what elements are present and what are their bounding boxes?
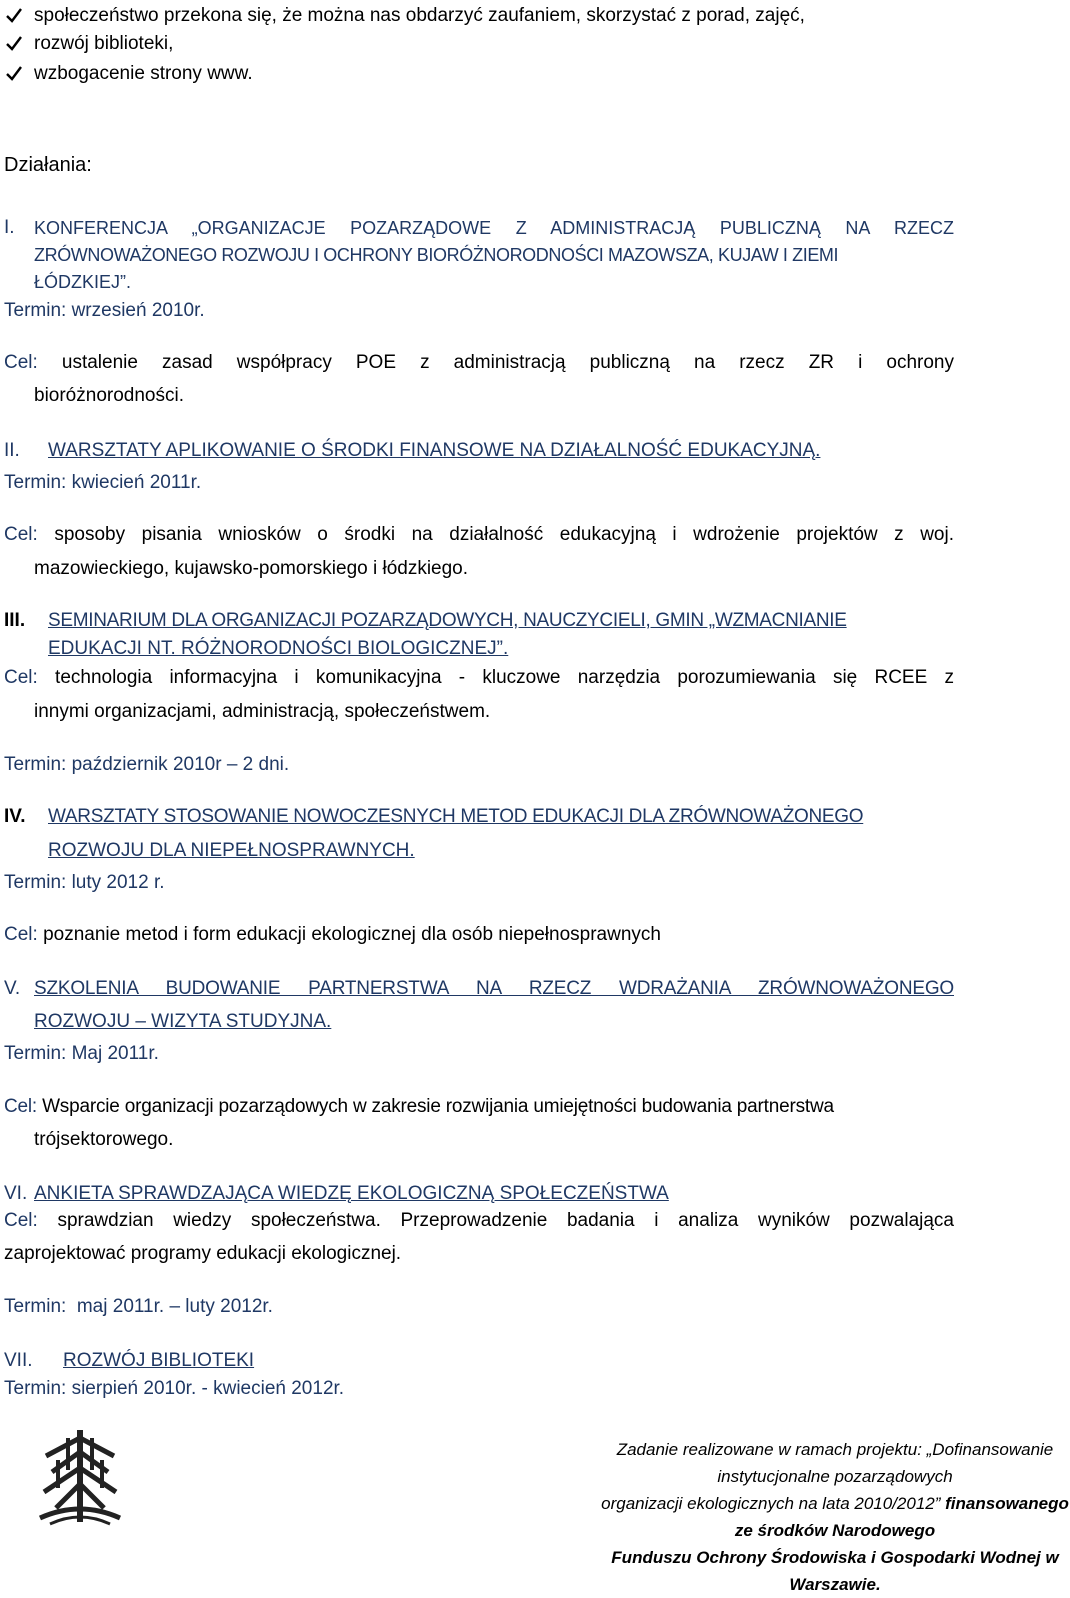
termin-label: Termin: [4, 300, 67, 321]
checkmark-icon [4, 33, 26, 55]
termin-value: kwiecień 2011r. [66, 472, 202, 493]
footer-line-text: organizacji ekologicznych na lata 2010/2012” [601, 1494, 941, 1513]
termin-value: wrzesień 2010r. [66, 300, 205, 321]
footer-line [600, 1490, 1070, 1544]
cel-continuation: mazowieckiego, kujawsko-pomorskiego i łódzkiego. [34, 558, 469, 579]
termin-label: Termin: [4, 754, 67, 775]
footer-note [600, 1436, 1070, 1598]
termin-value: Maj 2011r. [66, 1043, 159, 1064]
cel-line [4, 922, 661, 948]
dzialania-heading: Działania: [4, 154, 92, 176]
termin-line [4, 752, 289, 778]
cel-line [4, 665, 954, 691]
section-title: SZKOLENIA BUDOWANIE PARTNERSTWA NA RZECZ WDRAŻANIA ZRÓWNOWAŻONEGO [34, 978, 954, 999]
section-number: VII. [4, 1350, 33, 1371]
section-title: ANKIETA SPRAWDZAJĄCA WIEDZĘ EKOLOGICZNĄ SPOŁECZEŃSTWA [34, 1183, 669, 1204]
section-title: WARSZTATY STOSOWANIE NOWOCZESNYCH METOD EDUKACJI DLA ZRÓWNOWAŻONEGO [48, 806, 864, 827]
checklist-item: wzbogacenie strony www. [34, 63, 253, 84]
cel-value: sposoby pisania wniosków o środki na działalność edukacyjną i wdrożenie projektów z woj. [37, 524, 954, 545]
checklist-item: rozwój biblioteki, [34, 33, 174, 54]
cel-continuation: bioróżnorodności. [34, 385, 184, 406]
cel-label: Cel: [4, 1096, 37, 1117]
cel-line [4, 350, 954, 376]
section-number: V. [4, 978, 21, 999]
cel-value: poznanie metod i form edukacji ekologicznej dla osób niepełnosprawnych [37, 924, 661, 945]
termin-label: Termin: [4, 1378, 67, 1399]
section-title: ŁÓDZKIEJ”. [34, 272, 132, 292]
termin-label: Termin: [4, 1043, 67, 1064]
cel-line [4, 1094, 834, 1120]
checkmark-icon [4, 5, 26, 27]
termin-value: maj 2011r. – luty 2012r. [76, 1296, 273, 1317]
section-number: I. [4, 217, 15, 238]
cel-value: Wsparcie organizacji pozarządowych w zakresie rozwijania umiejętności budowania partnerstwa [37, 1096, 834, 1117]
termin-line [4, 298, 205, 324]
termin-line [4, 870, 165, 896]
cel-label: Cel: [4, 352, 38, 373]
section-title: KONFERENCJA „ORGANIZACJE POZARZĄDOWE Z ADMINISTRACJĄ PUBLICZNĄ NA RZECZ [34, 218, 954, 238]
section-number: II. [4, 440, 20, 461]
termin-line [4, 1041, 159, 1067]
section-title: EDUKACJI NT. RÓŻNORODNOŚCI BIOLOGICZNEJ”. [48, 638, 509, 659]
termin-value: październik 2010r – 2 dni. [66, 754, 290, 775]
cel-label: Cel: [4, 524, 38, 545]
termin-label: Termin: [4, 1296, 77, 1317]
cel-label: Cel: [4, 667, 38, 688]
footer-line: Zadanie realizowane w ramach projektu: „Dofinansowanie instytucjonalne pozarządowych [616, 1440, 1054, 1486]
termin-label: Termin: [4, 872, 67, 893]
cel-line [4, 522, 954, 548]
section-title: ROZWOJU DLA NIEPEŁNOSPRAWNYCH. [48, 840, 415, 861]
footer-line: Funduszu Ochrony Środowiska i Gospodarki Wodnej w Warszawie. [611, 1548, 1059, 1594]
section-title: ROZWÓJ BIBLIOTEKI [63, 1350, 255, 1371]
section-number: VI. [4, 1183, 28, 1204]
termin-line [4, 1294, 273, 1320]
section-title: WARSZTATY APLIKOWANIE O ŚRODKI FINANSOWE NA DZIAŁALNOŚĆ EDUKACYJNĄ. [48, 440, 821, 461]
cel-label: Cel: [4, 924, 38, 945]
section-number: III. [4, 610, 26, 631]
termin-value: sierpień 2010r. - kwiecień 2012r. [66, 1378, 345, 1399]
section-number: IV. [4, 806, 26, 827]
organization-logo [30, 1426, 130, 1526]
cel-value: sprawdzian wiedzy społeczeństwa. Przeprowadzenie badania i analiza wyników pozwalająca [37, 1210, 954, 1231]
cel-label: Cel: [4, 1210, 38, 1231]
termin-value: luty 2012 r. [66, 872, 165, 893]
section-title: ROZWOJU – WIZYTA STUDYJNA. [34, 1011, 332, 1032]
termin-line [4, 470, 201, 496]
cel-continuation: zaprojektować programy edukacji ekologicznej. [4, 1243, 402, 1264]
termin-line [4, 1376, 344, 1402]
cel-value: ustalenie zasad współpracy POE z administracją publiczną na rzecz ZR i ochrony [37, 352, 954, 373]
checkmark-icon [4, 63, 26, 85]
section-title: SEMINARIUM DLA ORGANIZACJI POZARZĄDOWYCH, NAUCZYCIELI, GMIN „WZMACNIANIE [48, 610, 847, 631]
footer-funding-text: finansowanego ze środków Narodowego [734, 1494, 1069, 1540]
cel-continuation: innymi organizacjami, administracją, społeczeństwem. [34, 701, 491, 722]
section-title: ZRÓWNOWAŻONEGO ROZWOJU I OCHRONY BIORÓŻNORODNOŚCI MAZOWSZA, KUJAW I ZIEMI [34, 245, 839, 265]
termin-label: Termin: [4, 472, 67, 493]
cel-line [4, 1208, 954, 1234]
cel-value: technologia informacyjna i komunikacyjna - kluczowe narzędzia porozumiewania się RCEE z [37, 667, 954, 688]
cel-continuation: trójsektorowego. [34, 1129, 174, 1150]
checklist-item: społeczeństwo przekona się, że można nas obdarzyć zaufaniem, skorzystać z porad, zajęć, [34, 5, 805, 26]
